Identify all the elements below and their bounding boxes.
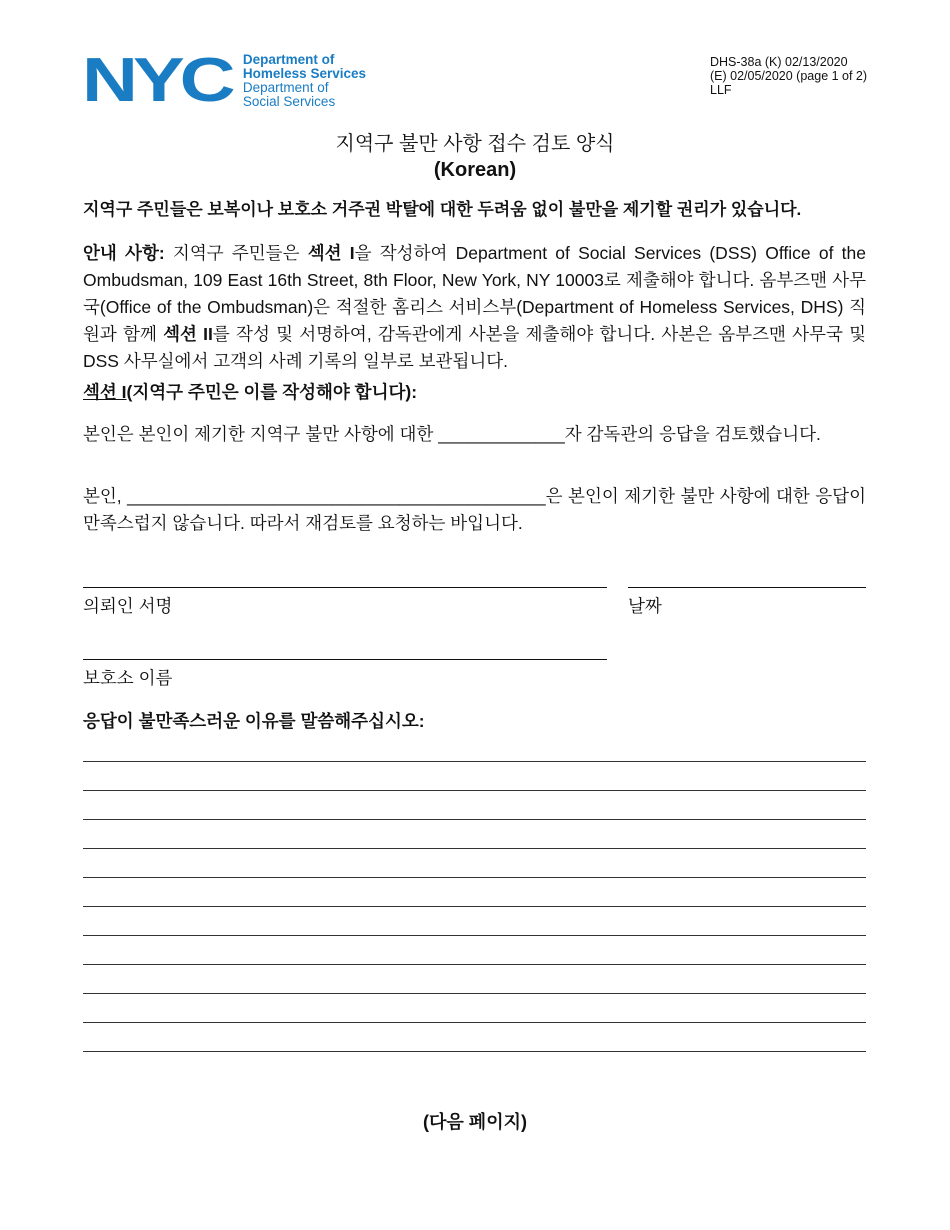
section1-heading-label: 섹션 I xyxy=(83,382,127,402)
section1-heading xyxy=(83,379,866,406)
signature-label: 의뢰인 서명 xyxy=(83,596,173,616)
statement-reviewed: 본인은 본인이 제기한 지역구 불만 사항에 대한 _____________자 감독관의 응답을 검토했습니다. xyxy=(83,424,821,444)
date-label: 날짜 xyxy=(628,596,662,616)
shelter-name-label: 보호소 이름 xyxy=(83,668,173,688)
org-dss-line2: Social Services xyxy=(242,94,336,109)
reason-line[interactable] xyxy=(83,761,866,762)
form-id-line1: DHS-38a (K) 02/13/2020 xyxy=(710,55,848,69)
rights-statement: 지역구 주민들은 보복이나 보호소 거주권 박탈에 대한 두려움 없이 불만을 제기할 권리가 있습니다. xyxy=(83,200,802,219)
shelter-name-line[interactable] xyxy=(83,659,607,660)
instructions-text: 지역구 주민들은 xyxy=(164,243,308,263)
form-id-line3: LLF xyxy=(710,83,732,97)
form-id xyxy=(710,55,867,97)
instructions-bold: 섹션 II xyxy=(163,324,213,344)
form-id-line2: (E) 02/05/2020 (page 1 of 2) xyxy=(710,69,868,83)
instructions-text: 를 작성 및 서명하여, 감독관에게 사본을 제출해야 합니다. 사본은 옴부즈맨 사무국 및 DSS 사무실에서 고객의 사례 기록의 일부로 보관됩니다. xyxy=(83,324,866,371)
section1-heading-text: (지역구 주민은 이를 작성해야 합니다): xyxy=(126,382,418,402)
statement-unsatisfied: 본인, ___________________________________________은 본인이 제기한 불만 사항에 대한 응답이 만족스럽지 않습니다. 따라서 재검토를 요청하는 바입니다. xyxy=(83,486,866,533)
org-dss-line1: Department of xyxy=(242,80,329,95)
org-names xyxy=(243,53,366,109)
next-page-note: (다음 페이지) xyxy=(423,1112,527,1132)
reason-line[interactable] xyxy=(83,935,866,936)
instructions xyxy=(83,240,866,375)
signature-line[interactable] xyxy=(83,587,607,588)
nyc-logo-mark: NYC xyxy=(82,46,231,115)
page-subtitle: (Korean) xyxy=(433,159,517,181)
reason-line[interactable] xyxy=(83,993,866,994)
instructions-label: 안내 사항: xyxy=(83,243,165,263)
reason-line[interactable] xyxy=(83,877,866,878)
reason-line[interactable] xyxy=(83,790,866,791)
reason-line[interactable] xyxy=(83,848,866,849)
page-title: 지역구 불만 사항 접수 검토 양식 xyxy=(335,133,615,155)
reason-line[interactable] xyxy=(83,964,866,965)
org-dhs-line2: Homeless Services xyxy=(242,66,366,81)
reason-line[interactable] xyxy=(83,1051,866,1052)
reason-line[interactable] xyxy=(83,1022,866,1023)
date-line[interactable] xyxy=(628,587,866,588)
instructions-text: 을 작성하여 Department of Social Services (DSS) Office of the Ombudsman, 109 East 16th Street, 8th Floor, New York, NY 10003로 제출해야 합니다. 옴부즈맨 사무국(Office of the Ombudsman)은 적절한 홈리스 서비스부(Department of Homeless Services, DHS) 직원과 함께 xyxy=(83,243,867,344)
instructions-bold: 섹션 I xyxy=(307,243,355,263)
org-dhs-line1: Department of xyxy=(242,52,335,67)
reason-prompt: 응답이 불만족스러운 이유를 말씀해주십시오: xyxy=(83,711,425,731)
reason-line[interactable] xyxy=(83,819,866,820)
nyc-logo xyxy=(82,46,366,115)
reason-line[interactable] xyxy=(83,906,866,907)
